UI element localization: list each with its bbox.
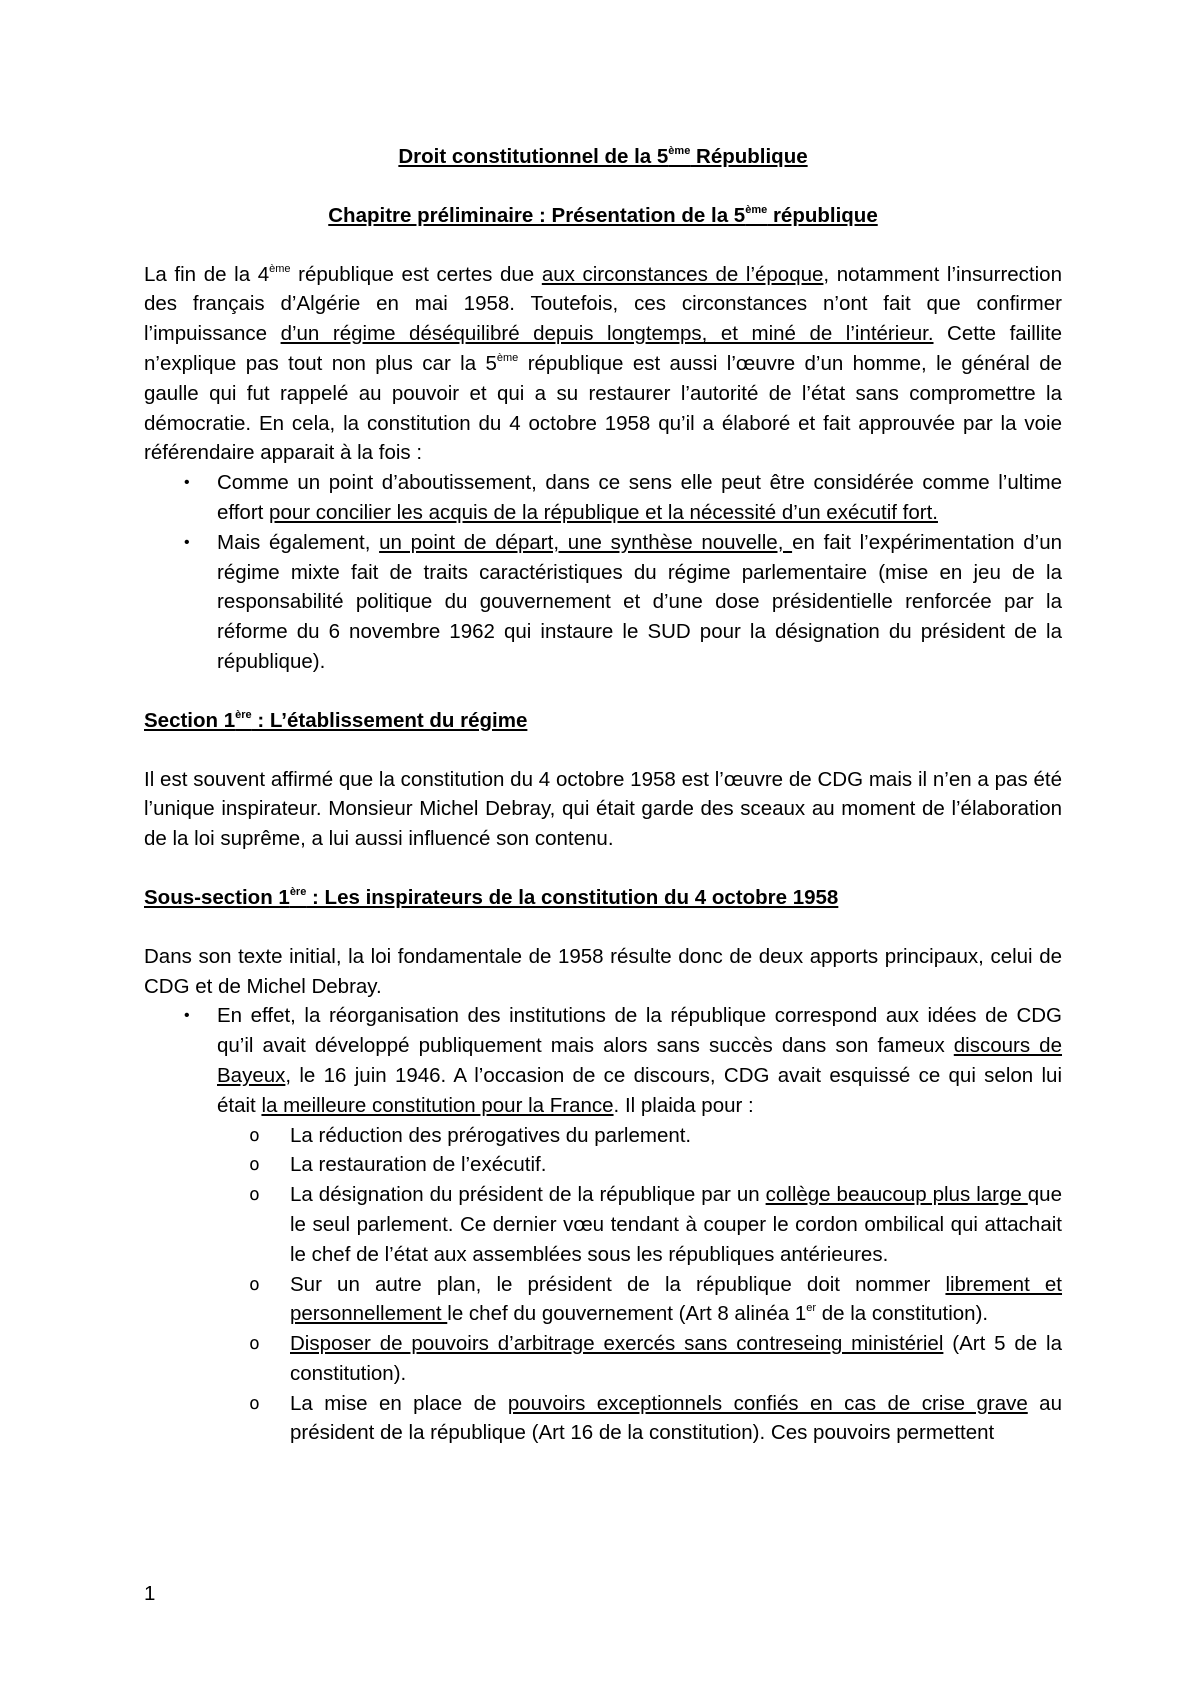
sub-list-item: o Disposer de pouvoirs d’arbitrage exercés sans contreseing ministériel (Art 5 de la constitution). [144,1329,1062,1389]
document-title: Droit constitutionnel de la 5ème République [398,145,808,168]
subsection-heading: Sous-section 1ère : Les inspirateurs de la constitution du 4 octobre 1958 [144,885,839,909]
page-number: 1 [144,1582,156,1605]
sub-item-list [144,1121,1062,1449]
subsection-paragraph: Dans son texte initial, la loi fondamentale de 1958 résulte donc de deux apports principaux, celui de CDG et de Michel Debray. [144,944,1062,998]
circle-bullet-icon: o [249,1333,260,1355]
circle-bullet-icon: o [249,1392,260,1414]
sub-list-item: o Sur un autre plan, le président de la république doit nommer librement et personnellement le chef du gouvernement (Art 8 alinéa 1er de la constitution). [144,1270,1062,1330]
circle-bullet-icon: o [249,1273,260,1295]
section-paragraph: Il est souvent affirmé que la constitution du 4 octobre 1958 est l’œuvre de CDG mais il n’en a pas été l’unique inspirateur. Monsieur Michel Debray, qui était garde des sceaux au moment de l’élaboration de la loi suprême, a lui aussi influencé son contenu. [144,767,1062,851]
list-item: • Comme un point d’aboutissement, dans ce sens elle peut être considérée comme l’ultime effort pour concilier les acquis de la république et la nécessité d’un exécutif fort. [144,468,1062,528]
circle-bullet-icon: o [249,1154,260,1176]
chapter-title: Chapitre préliminaire : Présentation de la 5ème république [328,203,878,227]
inspirateurs-bullet-list [144,1001,1062,1448]
list-item: • Mais également, un point de départ, une synthèse nouvelle, en fait l’expérimentation d’un régime mixte fait de traits caractéristiques du régime parlementaire (mise en jeu de la responsabilité politique du gouvernement et d’une dose présidentielle renforcée par la réforme du 6 novembre 1962 qui instaure le SUD pour la désignation du président de la république). [144,528,1062,677]
document-body [144,142,1062,1448]
sub-list-item: o La mise en place de pouvoirs exceptionnels confiés en cas de crise grave au président de la république (Art 16 de la constitution). Ces pouvoirs permettent [144,1389,1062,1449]
circle-bullet-icon: o [249,1124,260,1146]
intro-bullet-list [144,468,1062,677]
circle-bullet-icon: o [249,1184,260,1206]
list-item: • En effet, la réorganisation des institutions de la république correspond aux idées de CDG qu’il avait développé publiquement mais alors sans succès dans son fameux discours de Bayeux, le 16 juin 1946. A l’occasion de ce discours, CDG avait esquissé ce qui selon lui était la meilleure constitution pour la France. Il plaida pour : o La réduction des prérogatives du parlement. o La restauration de l’exécutif. o La désignation du président de la république par un collège beaucoup plus large que le seul parlement. Ce dernier vœu tendant à couper le cordon ombilical qui attachait le chef de l’état aux assemblées sous les républiques antérieures. o Sur un autre plan, le président de la république doit nommer librement et personnellement le chef du gouvernement (Art 8 alinéa 1er de la constitution). o Disposer de pouvoirs d’arbitrage exercés sans contreseing ministériel (Art 5 de la constitution). o La mise en place de pouvoirs exceptionnels confiés en cas de crise grave au président de la république (Art 16 de la constitution). Ces pouvoirs permettent [144,1001,1062,1448]
bullet-icon: • [184,474,190,492]
intro-paragraph: La fin de la 4ème république est certes due aux circonstances de l’époque, notamment l’insurrection des français d’Algérie en mai 1958. Toutefois, ces circonstances n’ont fait que confirmer l’impuissance d’un régime déséquilibré depuis longtemps, et miné de l’intérieur. Cette faillite n’explique pas tout non plus car la 5ème république est aussi l’œuvre d’un homme, le général de gaulle qui fut rappelé au pouvoir et qui a su restaurer l’autorité de l’état sans compromettre la démocratie. En cela, la constitution du 4 octobre 1958 qu’il a élaboré et fait approuvée par la voie référendaire apparait à la fois : [144,262,1062,465]
sub-list-item: o La restauration de l’exécutif. [144,1150,1062,1180]
bullet-icon: • [184,533,190,551]
sub-list-item: o La réduction des prérogatives du parlement. [144,1121,1062,1151]
bullet-icon: • [184,1007,190,1025]
sub-list-item: o La désignation du président de la république par un collège beaucoup plus large que le seul parlement. Ce dernier vœu tendant à couper le cordon ombilical qui attachait le chef de l’état aux assemblées sous les républiques antérieures. [144,1180,1062,1269]
section-heading: Section 1ère : L’établissement du régime [144,708,528,732]
